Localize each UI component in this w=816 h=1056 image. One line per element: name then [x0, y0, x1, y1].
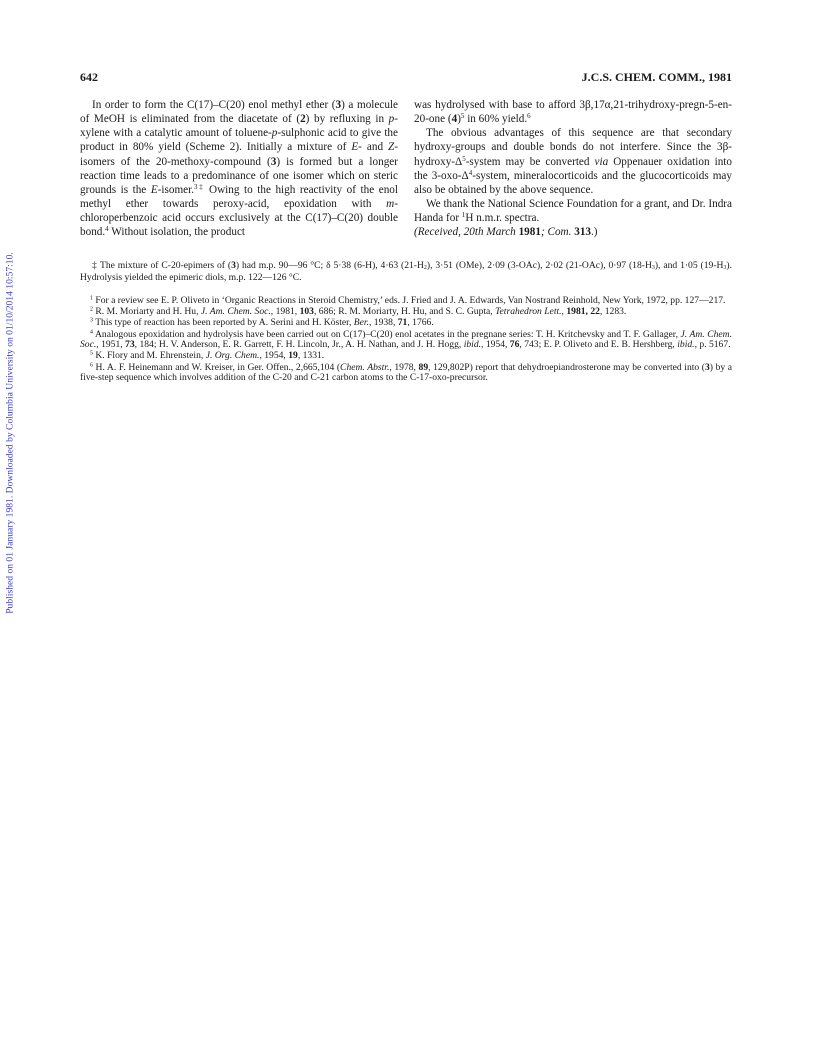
download-watermark-text: Published on 01 January 1981. Downloaded by Columbia University on 01/10/2014 10:57:10. — [4, 251, 16, 614]
page-number: 642 — [80, 70, 98, 84]
reference-list — [80, 296, 732, 384]
download-watermark — [2, 235, 18, 630]
reference-5: $^5$ K. Flory and M. Ehrenstein, J. Org. Chem., 1954, 19, 1331. — [90, 350, 325, 362]
right-column — [414, 98, 732, 240]
reference-1: $^1$ For a review see E. P. Oliveto in ‘Organic Reactions in Steroid Chemistry,’ eds. J. Fried and J. A. Edwards, Van Nostrand Reinhold, New York, 1972, pp. 127—217. — [90, 295, 726, 306]
reference-6: $^6$ H. A. F. Heinemann and W. Kreiser, in Ger. Offen., 2,665,104 (Chem. Abstr., 1978, 89, 129,802P) report that dehydroepiandrosterone may be converted into (3) by a five-step sequence which involves addition of the C-20 and C-21 carbon atoms to the C-17-oxo-precursor. — [80, 361, 733, 384]
paragraph-hydrolysis: was hydrolysed with base to afford 3β,17α,21-trihydroxy-pregn-5-en-20-one $(4)^5$ in 60% yield.$^6$ — [414, 99, 732, 126]
reference-2: $^2$ R. M. Moriarty and H. Hu, J. Am. Chem. Soc., 1981, 103, 686; R. M. Moriarty, H. Hu, and S. C. Gupta, Tetrahedron Lett., 1981, 22, 1283. — [90, 306, 627, 318]
paragraph-advantages: The obvious advantages of this sequence are that secondary hydroxy-groups and double bonds do not interfere. Since the $3\beta-hydroxy-\Delta^5$-system may be converted via Oppenauer oxidation into the $3-oxo-\Delta^4$-system, mineralocorticoids and the glucocorticoids may also be obtained by the above sequence. — [414, 127, 732, 196]
reference-3: $^3$ This type of reaction has been reported by A. Serini and H. Köster, Ber., 1938, 71, 1766. — [90, 317, 434, 329]
page-header — [80, 70, 732, 86]
left-column — [80, 98, 398, 240]
footnote-dagger — [80, 260, 732, 283]
paragraph-acknowledgements: We thank the National Science Foundation for a grant, and Dr. Indra Handa for $^1$H n.m.r. spectra. — [414, 198, 732, 225]
reference-4: $^4$ Analogous epoxidation and hydrolysis have been carried out on C(17)–C(20) enol acetates in the pregnane series: T. H. Kritchevsky and T. F. Gallager, J. Am. Chem. Soc., 1951, 73, 184; H. V. Anderson, E. R. Garrett, F. H. Lincoln, Jr., A. H. Nathan, and J. H. Hogg, ibid., 1954, 76, 743; E. P. Oliveto and E. B. Hershberg, ibid., p. 5167. — [80, 328, 732, 351]
paragraph-enol-ether: In order to form the C(17)–C(20) enol methyl ether (3) a molecule of MeOH is eliminated from the diacetate of (2) by refluxing in p-xylene with a catalytic amount of toluene-p-sulphonic acid to give the product in 80% yield (Scheme 2). Initially a mixture of E- and Z-isomers of the 20-methoxy-compound (3) is formed but a longer reaction time leads to a predominance of one isomer which on steric grounds is the E-isomer.$^{3\ddagger}$ Owing to the high reactivity of the enol methyl ether towards peroxy-acid, epoxidation with m-chloroperbenzoic acid occurs exclusively at the C(17)–C(20) double bond.$^4$ Without isolation, the product — [80, 99, 398, 239]
journal-title: J.C.S. CHEM. COMM., 1981 — [581, 70, 732, 84]
footnote-dagger-text: ‡ The mixture of C-20-epimers of (3) had m.p. 90—96 °C; δ 5·38 (6-H), 4·63 $(21-H_2)$, 3·51 (OMe), 2·09 (3-OAc), 2·02 (21-OAc), 0·97 $(18-H_3)$, and 1·05 $(19-H_3)$. Hydrolysis yielded the epimeric diols, m.p. 122—126 °C. — [80, 260, 733, 283]
received-date: (Received, 20th March 1981; Com. 313.) — [414, 226, 598, 239]
